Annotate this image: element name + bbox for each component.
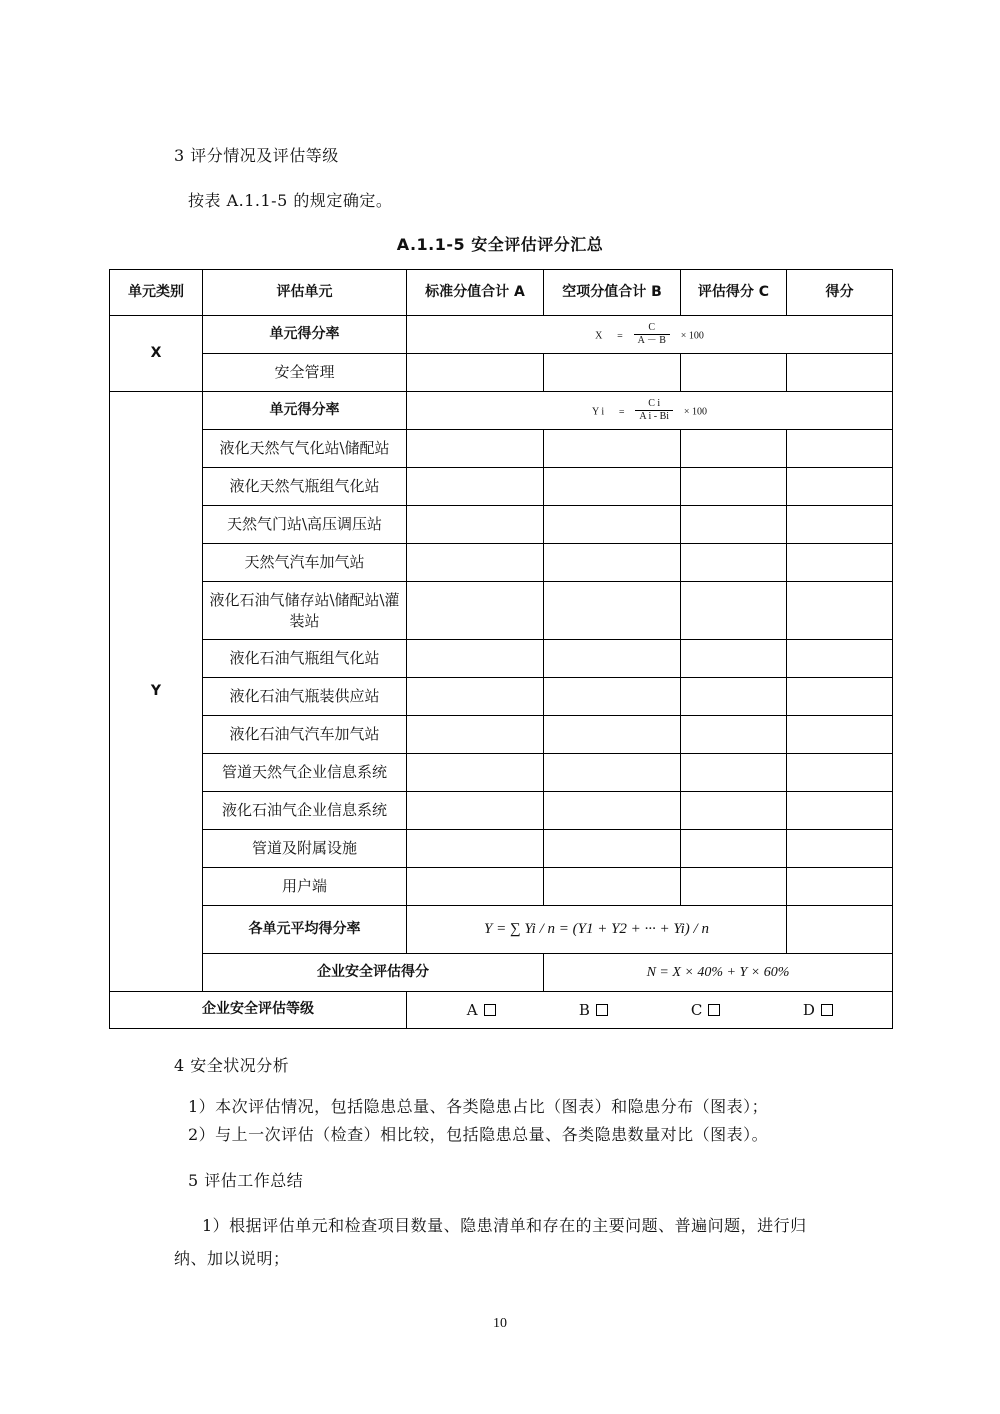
category-y: Y xyxy=(110,392,203,992)
table-row xyxy=(110,792,893,830)
section-5-heading: 5 评估工作总结 xyxy=(188,1171,304,1190)
score-summary-table xyxy=(109,269,893,1029)
unit-cell: 用户端 xyxy=(203,868,407,906)
score-label: 企业安全评估得分 xyxy=(203,954,544,992)
unit-rate-label: 单元得分率 xyxy=(203,392,407,430)
header-cell: 空项分值合计 B xyxy=(544,270,681,316)
formula-y: Y i = $\frac{\text{C i}}{\text{A i - Bi}}$ × 100 xyxy=(407,392,893,430)
unit-cell: 液化石油气瓶组气化站 xyxy=(203,640,407,678)
header-cell: 标准分值合计 A xyxy=(407,270,544,316)
table-row xyxy=(110,430,893,468)
header-cell: 评估得分 C xyxy=(681,270,787,316)
unit-cell: 管道天然气企业信息系统 xyxy=(203,754,407,792)
table-row xyxy=(110,716,893,754)
table-row xyxy=(110,906,893,954)
unit-cell: 天然气门站\高压调压站 xyxy=(203,506,407,544)
unit-cell: 液化石油气瓶装供应站 xyxy=(203,678,407,716)
unit-cell: 天然气汽车加气站 xyxy=(203,544,407,582)
checkbox-icon[interactable] xyxy=(821,1004,833,1016)
header-row xyxy=(110,270,893,316)
grade-option-b[interactable]: B xyxy=(537,1000,649,1021)
unit-cell: 安全管理 xyxy=(203,354,407,392)
category-x: X xyxy=(110,316,203,392)
grade-option-a[interactable]: A xyxy=(425,1000,537,1021)
checkbox-icon[interactable] xyxy=(708,1004,720,1016)
table-row xyxy=(110,544,893,582)
table-row xyxy=(110,640,893,678)
table-row xyxy=(110,392,893,430)
formula-x: X = $\frac{C}{A - B}$ × 100 xyxy=(407,316,893,354)
table-row xyxy=(110,468,893,506)
section-4-heading: 4 安全状况分析 xyxy=(174,1056,290,1075)
table-row xyxy=(110,954,893,992)
table-row xyxy=(110,582,893,640)
average-rate-label: 各单元平均得分率 xyxy=(203,906,407,954)
section-3-body: 按表 A.1.1-5 的规定确定。 xyxy=(188,191,393,210)
table-row xyxy=(110,754,893,792)
table-row xyxy=(110,506,893,544)
unit-cell: 液化天然气瓶组气化站 xyxy=(203,468,407,506)
grade-option-d[interactable]: D xyxy=(762,1000,874,1021)
header-cell: 单元类别 xyxy=(110,270,203,316)
grade-option-c[interactable]: C xyxy=(650,1000,762,1021)
table-caption: A.1.1-5 安全评估评分汇总 xyxy=(396,235,604,254)
grade-options xyxy=(407,992,893,1029)
section-5-item-1-line-2: 纳、加以说明； xyxy=(174,1249,290,1268)
section-5-item-1-line-1: 1）根据评估单元和检查项目数量、隐患清单和存在的主要问题、普遍问题，进行归 xyxy=(202,1216,807,1235)
header-cell: 得分 xyxy=(787,270,893,316)
grade-label: 企业安全评估等级 xyxy=(110,992,407,1029)
unit-cell: 液化天然气气化站\储配站 xyxy=(203,430,407,468)
section-4-item-2: 2）与上一次评估（检查）相比较，包括隐患总量、各类隐患数量对比（图表）。 xyxy=(188,1125,769,1144)
unit-cell: 液化石油气储存站\储配站\灌装站 xyxy=(203,582,407,640)
table-row xyxy=(110,354,893,392)
table-row xyxy=(110,992,893,1029)
table-row xyxy=(110,830,893,868)
table-row xyxy=(110,678,893,716)
table-row xyxy=(110,316,893,354)
checkbox-icon[interactable] xyxy=(484,1004,496,1016)
unit-cell: 液化石油气汽车加气站 xyxy=(203,716,407,754)
header-cell: 评估单元 xyxy=(203,270,407,316)
table-row xyxy=(110,868,893,906)
checkbox-icon[interactable] xyxy=(596,1004,608,1016)
average-formula: Y = ∑ Yi / n = (Y1 + Y2 + ··· + Yi) / n xyxy=(407,906,787,954)
unit-cell: 管道及附属设施 xyxy=(203,830,407,868)
score-formula: N = X × 40% + Y × 60% xyxy=(544,954,893,992)
section-4-item-1: 1）本次评估情况，包括隐患总量、各类隐患占比（图表）和隐患分布（图表）； xyxy=(188,1097,769,1116)
unit-rate-label: 单元得分率 xyxy=(203,316,407,354)
page-number: 10 xyxy=(493,1316,507,1331)
unit-cell: 液化石油气企业信息系统 xyxy=(203,792,407,830)
section-3-heading: 3 评分情况及评估等级 xyxy=(174,146,339,165)
